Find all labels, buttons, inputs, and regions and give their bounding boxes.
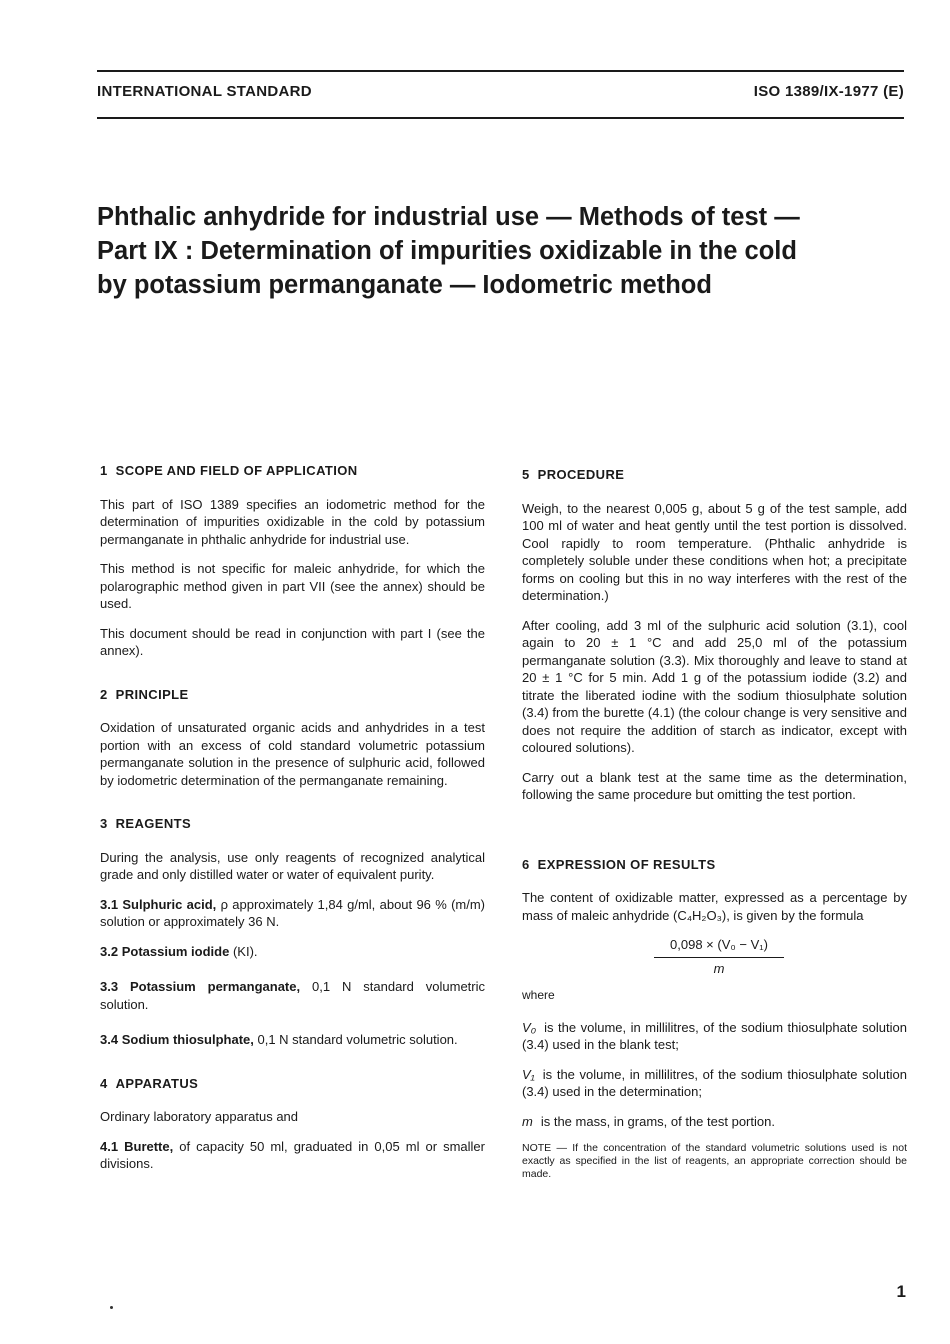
section-5-paragraph: Weigh, to the nearest 0,005 g, about 5 g of the test sample, add 100 ml of water and heat gently until the test portion is dissolved. Cool rapidly to room temperature. (Phthalic anhydride is completely soluble under these conditions when hot; a precipitate forms on cooling but this in no way interferes with the rest of the determination.) [522, 500, 907, 603]
reagent-3-2: 3.2 Potassium iodide (KI). [100, 943, 258, 959]
section-4-heading: 4 APPARATUS [100, 1075, 199, 1091]
section-1-paragraph: This document should be read in conjunction with part I (see the annex). [100, 625, 485, 658]
section-6-paragraph: The content of oxidizable matter, expressed as a percentage by mass of maleic anhydride (C₄H₂O₃), is given by the formula [522, 890, 907, 923]
section-2-heading: 2 PRINCIPLE [100, 686, 189, 702]
section-2-paragraph: Oxidation of unsaturated organic acids and anhydrides in a test portion with an excess of cold standard volumetric potassium permanganate solution in the presence of sulphuric acid, followed by iodometric determination of the permanganate remaining. [100, 720, 485, 788]
header-standard-number: ISO 1389/IX-1977 (E) [753, 83, 904, 100]
formula-numerator: 0,098 × (V₀ − V₁) [654, 936, 784, 958]
where-label: where [522, 988, 555, 1002]
title-line-1: Phthalic anhydride for industrial use — Methods of test — [97, 203, 800, 231]
scan-speck [110, 1306, 113, 1309]
section-1-paragraph: This part of ISO 1389 specifies an iodometric method for the determination of impurities oxidizable in the cold by potassium permanganate in phthalic anhydride for industrial use. [100, 496, 485, 547]
section-1-heading: 1 SCOPE AND FIELD OF APPLICATION [100, 463, 358, 478]
page-number: 1 [896, 1282, 906, 1301]
right-column [522, 462, 907, 1181]
definition-v1: V₁ is the volume, in millilitres, of the sodium thiosulphate solution (3.4) used in the determination; [522, 1066, 907, 1099]
header-top-rule [97, 70, 904, 72]
header-bottom-rule [97, 117, 904, 119]
definition-v0: V₀ is the volume, in millilitres, of the sodium thiosulphate solution (3.4) used in the blank test; [522, 1019, 907, 1052]
apparatus-4-1: 4.1 Burette, of capacity 50 ml, graduated in 0,05 ml or smaller divisions. [100, 1138, 485, 1171]
section-1-paragraph: This method is not specific for maleic anhydride, for which the polarographic method given in part VII (see the annex) should be used. [100, 561, 485, 611]
definition-m: m is the mass, in grams, of the test portion. [522, 1113, 775, 1129]
title-line-3: by potassium permanganate — Iodometric method [97, 271, 712, 299]
result-formula [654, 936, 784, 977]
section-5-paragraph: After cooling, add 3 ml of the sulphuric acid solution (3.1), cool again to 20 ± 1 °C and add 25,0 ml of the potassium permanganate solution (3.3). Mix thoroughly and leave to stand at 20 ± 1 °C for 5 min. Add 1 g of the potassium iodide (3.2) and titrate the liberated iodine with the sodium thiosulphate solution (3.4) from the burette (4.1) (the colour change is very sensitive and does not require the addition of starch as indicator, except with coloured solutions). [522, 617, 907, 755]
reagent-3-1: 3.1 Sulphuric acid, ρ approximately 1,84 g/ml, about 96 % (m/m) solution or approximately 36 N. [100, 896, 485, 929]
section-6-heading: 6 EXPRESSION OF RESULTS [522, 856, 716, 872]
formula-denominator: m [713, 960, 725, 976]
section-3-heading: 3 REAGENTS [100, 816, 192, 831]
title-line-2: Part IX : Determination of impurities oxidizable in the cold [97, 237, 797, 265]
document-title [97, 200, 917, 302]
header-standard-label: INTERNATIONAL STANDARD [97, 83, 312, 100]
section-4-paragraph: Ordinary laboratory apparatus and [100, 1109, 299, 1124]
reagent-3-4: 3.4 Sodium thiosulphate, 0,1 N standard volumetric solution. [100, 1032, 458, 1047]
section-5-paragraph: Carry out a blank test at the same time as the determination, following the same procedure but omitting the test portion. [522, 769, 907, 802]
note: NOTE — If the concentration of the standard volumetric solutions used is not exactly as specified in the list of reagents, an appropriate correction should be made. [522, 1142, 907, 1180]
left-column [100, 462, 485, 1185]
section-5-heading: 5 PROCEDURE [522, 467, 625, 482]
section-3-paragraph: During the analysis, use only reagents of recognized analytical grade and only distilled water or water of equivalent purity. [100, 849, 485, 882]
reagent-3-3: 3.3 Potassium permanganate, 0,1 N standard volumetric solution. [100, 979, 485, 1012]
